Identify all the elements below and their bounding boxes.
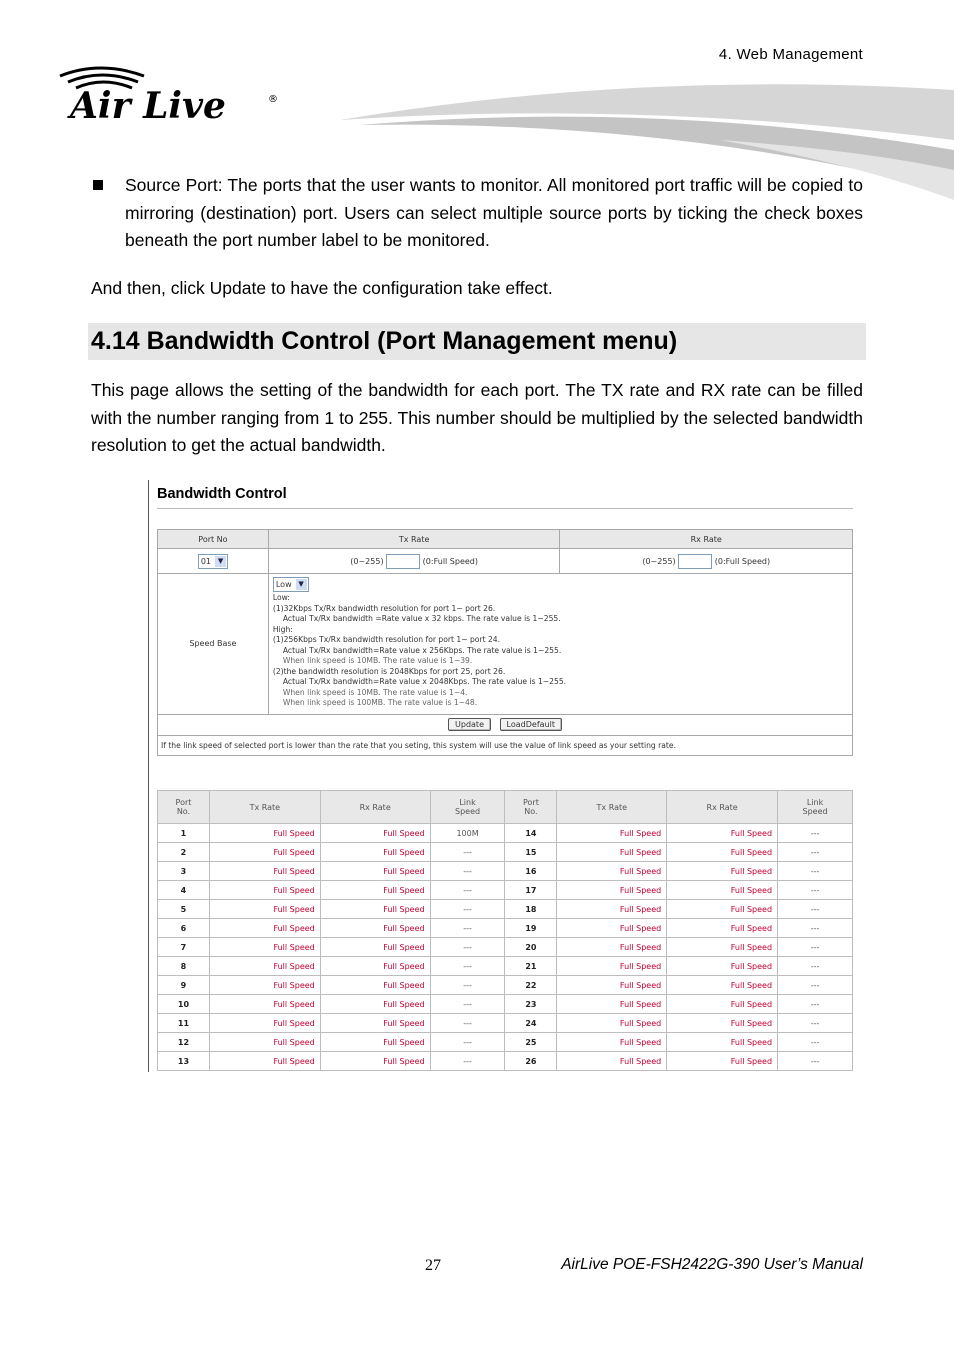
bandwidth-control-title: Bandwidth Control [157,486,287,502]
status-port-cell: 1 [158,824,210,843]
status-link-cell: --- [778,938,853,957]
status-link-cell: --- [430,881,505,900]
status-rx-cell: Full Speed [320,1033,430,1052]
status-port-cell: 9 [158,976,210,995]
status-port-cell: 8 [158,957,210,976]
table-row [158,919,853,938]
table-row [158,862,853,881]
page-number: 27 [425,1257,441,1274]
status-link-cell: --- [778,881,853,900]
col-rx-rate: Rx Rate [560,530,853,549]
status-tx-cell: Full Speed [557,824,667,843]
status-rx-cell: Full Speed [667,1052,778,1071]
status-tx-cell: Full Speed [557,1033,667,1052]
status-port-cell: 24 [505,1014,557,1033]
status-rx-cell: Full Speed [320,881,430,900]
status-rx-cell: Full Speed [320,843,430,862]
bandwidth-config-table [157,529,853,756]
status-link-cell: --- [778,824,853,843]
rx-full-speed-hint: (0:Full Speed) [714,556,771,566]
tx-full-speed-hint: (0:Full Speed) [422,556,478,566]
status-table-body [158,824,853,1071]
status-rx-cell: Full Speed [667,881,778,900]
status-col-rx: Rx Rate [320,791,430,824]
speed-base-label: Speed Base [158,574,269,715]
port-select[interactable]: 01 ▼ [198,554,228,569]
status-rx-cell: Full Speed [667,1033,778,1052]
status-rx-cell: Full Speed [667,1014,778,1033]
rx-rate-input[interactable] [678,554,712,569]
status-tx-cell: Full Speed [209,957,320,976]
table-row [158,1033,853,1052]
status-rx-cell: Full Speed [667,957,778,976]
status-port-cell: 7 [158,938,210,957]
status-tx-cell: Full Speed [557,995,667,1014]
load-default-button[interactable]: LoadDefault [500,718,562,731]
status-port-cell: 4 [158,881,210,900]
status-port-cell: 18 [505,900,557,919]
rx-range-label: (0~255) [642,556,676,566]
status-tx-cell: Full Speed [209,938,320,957]
status-col-link: Link Speed [430,791,505,824]
status-port-cell: 16 [505,862,557,881]
status-tx-cell: Full Speed [209,843,320,862]
status-port-cell: 14 [505,824,557,843]
status-rx-cell: Full Speed [320,938,430,957]
status-link-cell: --- [430,957,505,976]
status-port-cell: 20 [505,938,557,957]
table-row [158,1052,853,1071]
status-link-cell: --- [778,995,853,1014]
status-rx-cell: Full Speed [667,976,778,995]
table-row [158,1014,853,1033]
status-tx-cell: Full Speed [209,919,320,938]
status-port-cell: 11 [158,1014,210,1033]
bandwidth-status-table [157,790,853,1071]
status-link-cell: --- [778,1033,853,1052]
svg-text:Air Live: Air Live [70,85,226,126]
status-tx-cell: Full Speed [557,881,667,900]
status-rx-cell: Full Speed [667,919,778,938]
status-tx-cell: Full Speed [209,900,320,919]
status-rx-cell: Full Speed [320,957,430,976]
status-link-cell: --- [778,976,853,995]
status-tx-cell: Full Speed [557,1052,667,1071]
status-link-cell: --- [430,995,505,1014]
status-port-cell: 3 [158,862,210,881]
status-port-cell: 21 [505,957,557,976]
status-port-cell: 6 [158,919,210,938]
status-rx-cell: Full Speed [667,900,778,919]
status-link-cell: --- [430,900,505,919]
chapter-header: 4. Web Management [718,46,863,63]
status-rx-cell: Full Speed [667,995,778,1014]
status-rx-cell: Full Speed [667,862,778,881]
status-tx-cell: Full Speed [557,976,667,995]
speed-base-description: Low: (1)32Kbps Tx/Rx bandwidth resolution for port 1~ port 26. Actual Tx/Rx bandwidth =Rate value x 32 kbps. The rate value is 1~255. High: (1)256Kbps Tx/Rx bandwidth resolution for port 1~ port 24. Actual Tx/Rx bandwidth=Rate value x 256Kbps. The rate value is 1~255. When link speed is 10MB. The rate value is 1~39. (2)the bandwidth resolution is 2048Kbps for port 25, port 26. Actual Tx/Rx bandwidth=Rate value x 2048Kbps. The rate value is 1~255. When link speed is 10MB. The rate value is 1~4. When link speed is 100MB. The rate value is 1~48. [272,593,567,707]
status-tx-cell: Full Speed [209,1033,320,1052]
status-tx-cell: Full Speed [557,919,667,938]
status-rx-cell: Full Speed [320,862,430,881]
status-link-cell: --- [778,843,853,862]
status-port-cell: 2 [158,843,210,862]
chevron-down-icon: ▼ [296,579,307,590]
status-port-cell: 12 [158,1033,210,1052]
status-link-cell: --- [778,1014,853,1033]
status-tx-cell: Full Speed [209,1052,320,1071]
status-rx-cell: Full Speed [320,1052,430,1071]
source-port-bullet: Source Port: The ports that the user wants to monitor. All monitored port traffic will be copied to mirroring (destination) port. Users can select multiple source ports by ticking the check boxes beneath the port number label to be monitored. [125,175,863,250]
status-rx-cell: Full Speed [320,824,430,843]
status-col-rx: Rx Rate [667,791,778,824]
status-col-port: Port No. [158,791,210,824]
intro-paragraph: This page allows the setting of the bandwidth for each port. The TX rate and RX rate can be filled with the number ranging from 1 to 255. This number should be multiplied by the selected bandwidth resolution to get the actual bandwidth. [91,380,863,455]
status-tx-cell: Full Speed [557,1014,667,1033]
status-link-cell: --- [778,862,853,881]
status-port-cell: 15 [505,843,557,862]
status-port-cell: 23 [505,995,557,1014]
status-port-cell: 19 [505,919,557,938]
status-link-cell: --- [778,1052,853,1071]
table-row [158,881,853,900]
bullet-square-icon [93,180,103,190]
status-link-cell: --- [430,843,505,862]
status-rx-cell: Full Speed [667,843,778,862]
title-divider [157,508,853,509]
status-tx-cell: Full Speed [209,995,320,1014]
table-row [158,938,853,957]
status-tx-cell: Full Speed [557,900,667,919]
table-row [158,957,853,976]
status-tx-cell: Full Speed [557,938,667,957]
status-rx-cell: Full Speed [320,900,430,919]
status-port-cell: 26 [505,1052,557,1071]
status-link-cell: --- [430,919,505,938]
status-tx-cell: Full Speed [557,957,667,976]
status-port-cell: 10 [158,995,210,1014]
status-link-cell: --- [778,919,853,938]
update-instruction: And then, click Update to have the configuration take effect. [91,278,553,298]
status-link-cell: --- [778,900,853,919]
svg-text:®: ® [268,94,278,105]
status-link-cell: --- [430,1052,505,1071]
status-link-cell: --- [430,1033,505,1052]
tx-rate-input[interactable] [386,554,420,569]
status-port-cell: 17 [505,881,557,900]
screenshot-left-border [148,480,149,1072]
table-row [158,900,853,919]
status-tx-cell: Full Speed [209,862,320,881]
status-rx-cell: Full Speed [320,995,430,1014]
status-rx-cell: Full Speed [320,976,430,995]
col-port-no: Port No [158,530,269,549]
status-port-cell: 13 [158,1052,210,1071]
table-row [158,843,853,862]
status-port-cell: 22 [505,976,557,995]
manual-title: AirLive POE-FSH2422G-390 User’s Manual [561,1256,863,1273]
status-rx-cell: Full Speed [667,938,778,957]
status-col-tx: Tx Rate [557,791,667,824]
status-rx-cell: Full Speed [320,919,430,938]
table-row [158,824,853,843]
airlive-logo [56,62,286,126]
status-link-cell: --- [430,938,505,957]
status-link-cell: --- [430,862,505,881]
link-speed-note: If the link speed of selected port is lower than the rate that you seting, this system will use the value of link speed as your setting rate. [158,735,853,755]
status-link-cell: --- [430,976,505,995]
update-button[interactable]: Update [448,718,491,731]
tx-range-label: (0~255) [350,556,384,566]
col-tx-rate: Tx Rate [268,530,560,549]
status-tx-cell: Full Speed [209,824,320,843]
section-title: 4.14 Bandwidth Control (Port Management menu) [91,327,678,355]
table-row [158,976,853,995]
status-tx-cell: Full Speed [209,976,320,995]
chevron-down-icon: ▼ [215,556,226,567]
status-port-cell: 5 [158,900,210,919]
speed-base-select[interactable]: Low ▼ [273,577,309,592]
table-row [158,995,853,1014]
status-link-cell: --- [430,1014,505,1033]
status-link-cell: 100M [430,824,505,843]
status-tx-cell: Full Speed [209,1014,320,1033]
status-col-tx: Tx Rate [209,791,320,824]
status-rx-cell: Full Speed [320,1014,430,1033]
status-col-link: Link Speed [778,791,853,824]
status-tx-cell: Full Speed [557,843,667,862]
status-link-cell: --- [778,957,853,976]
status-tx-cell: Full Speed [209,881,320,900]
status-col-port: Port No. [505,791,557,824]
status-port-cell: 25 [505,1033,557,1052]
status-tx-cell: Full Speed [557,862,667,881]
status-rx-cell: Full Speed [667,824,778,843]
